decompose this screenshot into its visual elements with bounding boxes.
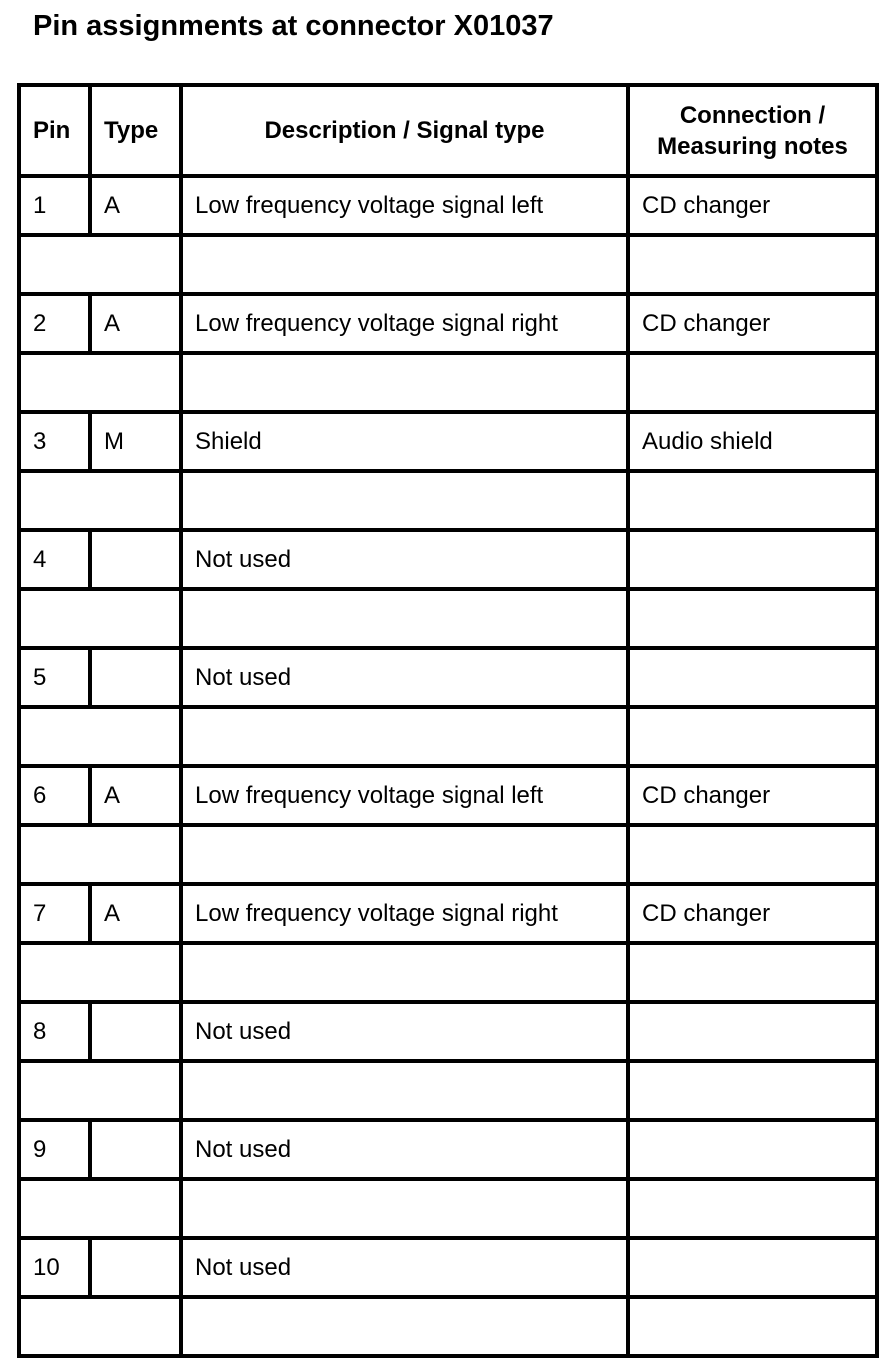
type-cell [90, 648, 181, 707]
empty-cell [19, 1297, 181, 1356]
spacer-row [19, 1297, 877, 1356]
table-row [19, 884, 877, 943]
spacer-row [19, 1179, 877, 1238]
description-cell: Low frequency voltage signal right [181, 294, 628, 353]
empty-cell [19, 943, 181, 1002]
description-cell: Not used [181, 1002, 628, 1061]
type-cell: A [90, 884, 181, 943]
spacer-row [19, 825, 877, 884]
header-pin: Pin [19, 85, 90, 176]
pin-cell: 3 [19, 412, 90, 471]
notes-cell [628, 530, 877, 589]
notes-cell: CD changer [628, 766, 877, 825]
empty-cell [628, 943, 877, 1002]
pin-cell: 10 [19, 1238, 90, 1297]
empty-cell [181, 1179, 628, 1238]
pin-cell: 1 [19, 176, 90, 235]
empty-cell [181, 943, 628, 1002]
table-row [19, 1120, 877, 1179]
empty-cell [628, 589, 877, 648]
table-body [19, 176, 877, 1356]
empty-cell [19, 235, 181, 294]
pin-assignment-table [17, 83, 879, 1358]
empty-cell [19, 707, 181, 766]
table-row [19, 530, 877, 589]
table-row [19, 176, 877, 235]
table-header-row [19, 85, 877, 176]
type-cell: A [90, 294, 181, 353]
type-cell [90, 530, 181, 589]
table-row [19, 1238, 877, 1297]
notes-cell [628, 648, 877, 707]
type-cell: A [90, 766, 181, 825]
empty-cell [181, 707, 628, 766]
notes-cell [628, 1120, 877, 1179]
description-cell: Not used [181, 530, 628, 589]
header-connection-notes [628, 85, 877, 176]
description-cell: Low frequency voltage signal left [181, 176, 628, 235]
type-cell: M [90, 412, 181, 471]
pin-cell: 8 [19, 1002, 90, 1061]
description-cell: Low frequency voltage signal right [181, 884, 628, 943]
empty-cell [628, 235, 877, 294]
empty-cell [19, 589, 181, 648]
notes-cell [628, 1238, 877, 1297]
spacer-row [19, 353, 877, 412]
spacer-row [19, 943, 877, 1002]
table-row [19, 412, 877, 471]
spacer-row [19, 471, 877, 530]
empty-cell [181, 1297, 628, 1356]
empty-cell [628, 825, 877, 884]
description-cell: Not used [181, 648, 628, 707]
table-row [19, 1002, 877, 1061]
type-cell [90, 1238, 181, 1297]
description-cell: Not used [181, 1238, 628, 1297]
empty-cell [19, 353, 181, 412]
notes-cell: CD changer [628, 176, 877, 235]
table-row [19, 648, 877, 707]
empty-cell [628, 1179, 877, 1238]
spacer-row [19, 707, 877, 766]
empty-cell [19, 471, 181, 530]
description-cell: Not used [181, 1120, 628, 1179]
empty-cell [181, 353, 628, 412]
empty-cell [19, 1061, 181, 1120]
type-cell [90, 1002, 181, 1061]
notes-cell [628, 1002, 877, 1061]
empty-cell [628, 707, 877, 766]
notes-cell: CD changer [628, 294, 877, 353]
header-description: Description / Signal type [181, 85, 628, 176]
empty-cell [628, 1061, 877, 1120]
empty-cell [181, 825, 628, 884]
empty-cell [181, 589, 628, 648]
spacer-row [19, 235, 877, 294]
notes-cell: Audio shield [628, 412, 877, 471]
pin-cell: 4 [19, 530, 90, 589]
pin-cell: 7 [19, 884, 90, 943]
table-row [19, 294, 877, 353]
pin-cell: 9 [19, 1120, 90, 1179]
empty-cell [181, 471, 628, 530]
pin-cell: 2 [19, 294, 90, 353]
description-cell: Low frequency voltage signal left [181, 766, 628, 825]
pin-cell: 6 [19, 766, 90, 825]
empty-cell [628, 353, 877, 412]
type-cell [90, 1120, 181, 1179]
empty-cell [628, 471, 877, 530]
empty-cell [19, 1179, 181, 1238]
empty-cell [628, 1297, 877, 1356]
page-title: Pin assignments at connector X01037 [33, 10, 554, 42]
type-cell: A [90, 176, 181, 235]
header-connection-line2: Measuring notes [657, 132, 848, 160]
spacer-row [19, 589, 877, 648]
description-cell: Shield [181, 412, 628, 471]
empty-cell [181, 1061, 628, 1120]
pin-cell: 5 [19, 648, 90, 707]
empty-cell [19, 825, 181, 884]
table-row [19, 766, 877, 825]
empty-cell [181, 235, 628, 294]
notes-cell: CD changer [628, 884, 877, 943]
header-type: Type [90, 85, 181, 176]
header-connection-line1: Connection / [679, 101, 826, 129]
spacer-row [19, 1061, 877, 1120]
